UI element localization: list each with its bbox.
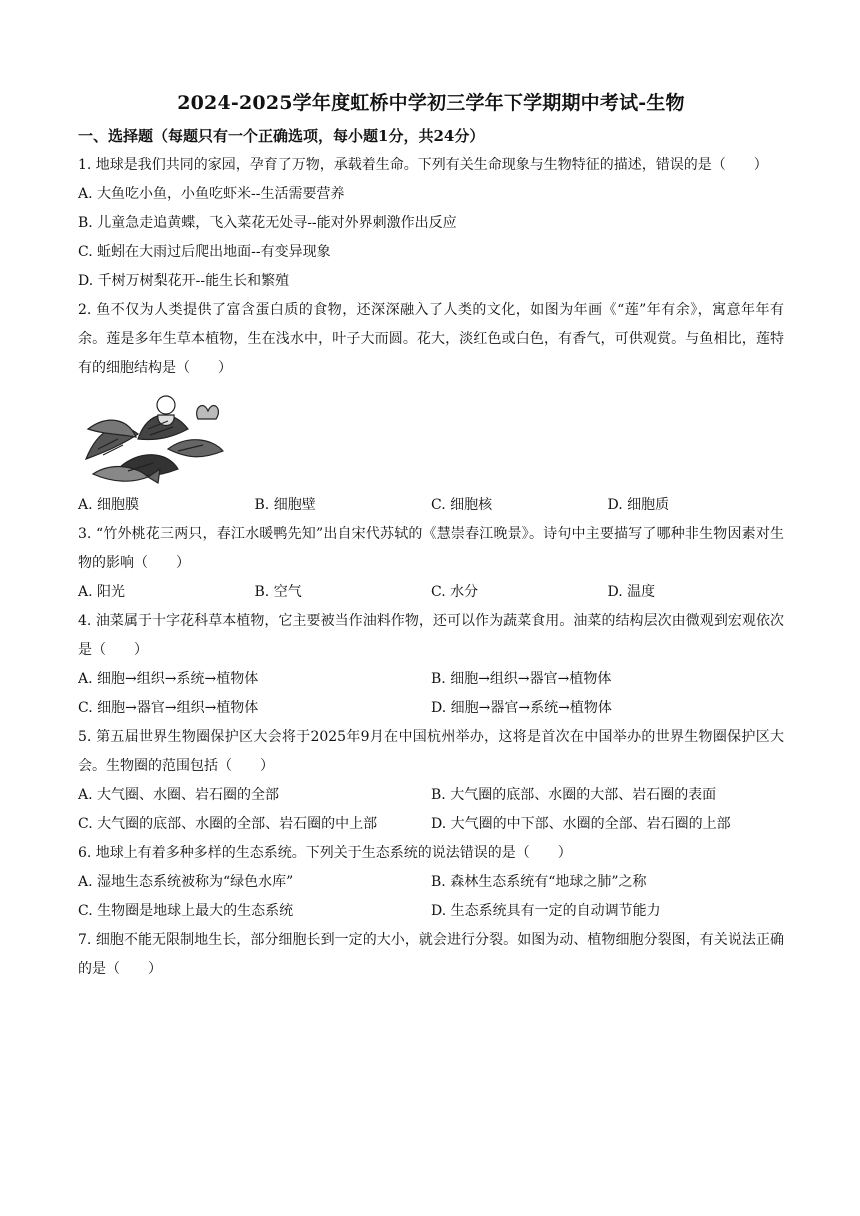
option-a: A. 大鱼吃小鱼，小鱼吃虾米--生活需要营养 xyxy=(78,186,345,202)
question-stem: 2. 鱼不仅为人类提供了富含蛋白质的食物，还深深融入了人类的文化，如图为年画《“莲”年有余》，寓意年年有余。莲是多年生草本植物，生在浅水中，叶子大而圆。花大，淡红色或白色，有香气，可供观赏。与鱼相比，莲特有的细胞结构是（ ） xyxy=(78,302,784,376)
options-row xyxy=(78,491,784,520)
page-title: 2024-2025学年度虹桥中学初三学年下学期期中考试-生物 xyxy=(177,92,685,114)
question-stem: 6. 地球上有着多种多样的生态系统。下列关于生态系统的说法错误的是（ ） xyxy=(78,845,572,861)
options-row xyxy=(78,897,784,926)
option-c: C. 大气圈的底部、水圈的全部、岩石圈的中上部 xyxy=(78,816,378,832)
options-row xyxy=(78,694,784,723)
question-2 xyxy=(78,296,784,520)
question-stem: 1. 地球是我们共同的家园，孕育了万物，承载着生命。下列有关生命现象与生物特征的描述，错误的是（ ） xyxy=(78,157,768,173)
options-row xyxy=(78,781,784,810)
question-4 xyxy=(78,607,784,723)
lotus-fish-painting-figure xyxy=(78,389,784,487)
section-heading: 一、选择题（每题只有一个正确选项，每小题1分，共24分） xyxy=(78,127,485,145)
option-b: B. 细胞壁 xyxy=(254,497,316,513)
question-1 xyxy=(78,151,784,296)
exam-page xyxy=(78,88,784,984)
option-b: B. 森林生态系统有“地球之肺”之称 xyxy=(431,874,647,890)
question-stem: 3. “竹外桃花三两只，春江水暖鸭先知”出自宋代苏轼的《慧崇春江晚景》。诗句中主要描写了哪种非生物因素对生物的影响（ ） xyxy=(78,526,784,571)
question-stem: 4. 油菜属于十字花科草本植物，它主要被当作油料作物，还可以作为蔬菜食用。油菜的结构层次由微观到宏观依次是（ ） xyxy=(78,613,784,658)
options-row xyxy=(78,810,784,839)
lotus-fish-painting-image xyxy=(78,389,228,485)
option-c: C. 生物圈是地球上最大的生态系统 xyxy=(78,903,294,919)
option-a: A. 大气圈、水圈、岩石圈的全部 xyxy=(78,787,280,803)
option-a: A. 湿地生态系统被称为“绿色水库” xyxy=(78,874,294,890)
option-b: B. 儿童急走追黄蝶，飞入菜花无处寻--能对外界刺激作出反应 xyxy=(78,215,457,231)
option-b: B. 大气圈的底部、水圈的大部、岩石圈的表面 xyxy=(431,787,717,803)
option-d: D. 千树万树梨花开--能生长和繁殖 xyxy=(78,273,290,289)
option-d: D. 生态系统具有一定的自动调节能力 xyxy=(431,903,661,919)
option-b: B. 空气 xyxy=(254,584,302,600)
question-7 xyxy=(78,926,784,984)
options-row xyxy=(78,665,784,694)
option-c: C. 水分 xyxy=(431,584,479,600)
options-row xyxy=(78,578,784,607)
question-5 xyxy=(78,723,784,839)
question-stem: 5. 第五届世界生物圈保护区大会将于2025年9月在中国杭州举办，这将是首次在中国举办的世界生物圈保护区大会。生物圈的范围包括（ ） xyxy=(78,729,784,774)
option-c: C. 细胞核 xyxy=(431,497,493,513)
option-d: D. 大气圈的中下部、水圈的全部、岩石圈的上部 xyxy=(431,816,731,832)
option-c: C. 细胞→器官→组织→植物体 xyxy=(78,700,259,716)
question-stem: 7. 细胞不能无限制地生长，部分细胞长到一定的大小，就会进行分裂。如图为动、植物细胞分裂图，有关说法正确的是（ ） xyxy=(78,932,784,977)
option-d: D. 温度 xyxy=(607,584,656,600)
question-3 xyxy=(78,520,784,607)
option-b: B. 细胞→组织→器官→植物体 xyxy=(431,671,612,687)
option-d: D. 细胞→器官→系统→植物体 xyxy=(431,700,612,716)
option-c: C. 蚯蚓在大雨过后爬出地面--有变异现象 xyxy=(78,244,331,260)
option-d: D. 细胞质 xyxy=(607,497,670,513)
options-row xyxy=(78,868,784,897)
question-6 xyxy=(78,839,784,926)
option-a: A. 细胞→组织→系统→植物体 xyxy=(78,671,259,687)
option-a: A. 阳光 xyxy=(78,584,126,600)
option-a: A. 细胞膜 xyxy=(78,497,140,513)
